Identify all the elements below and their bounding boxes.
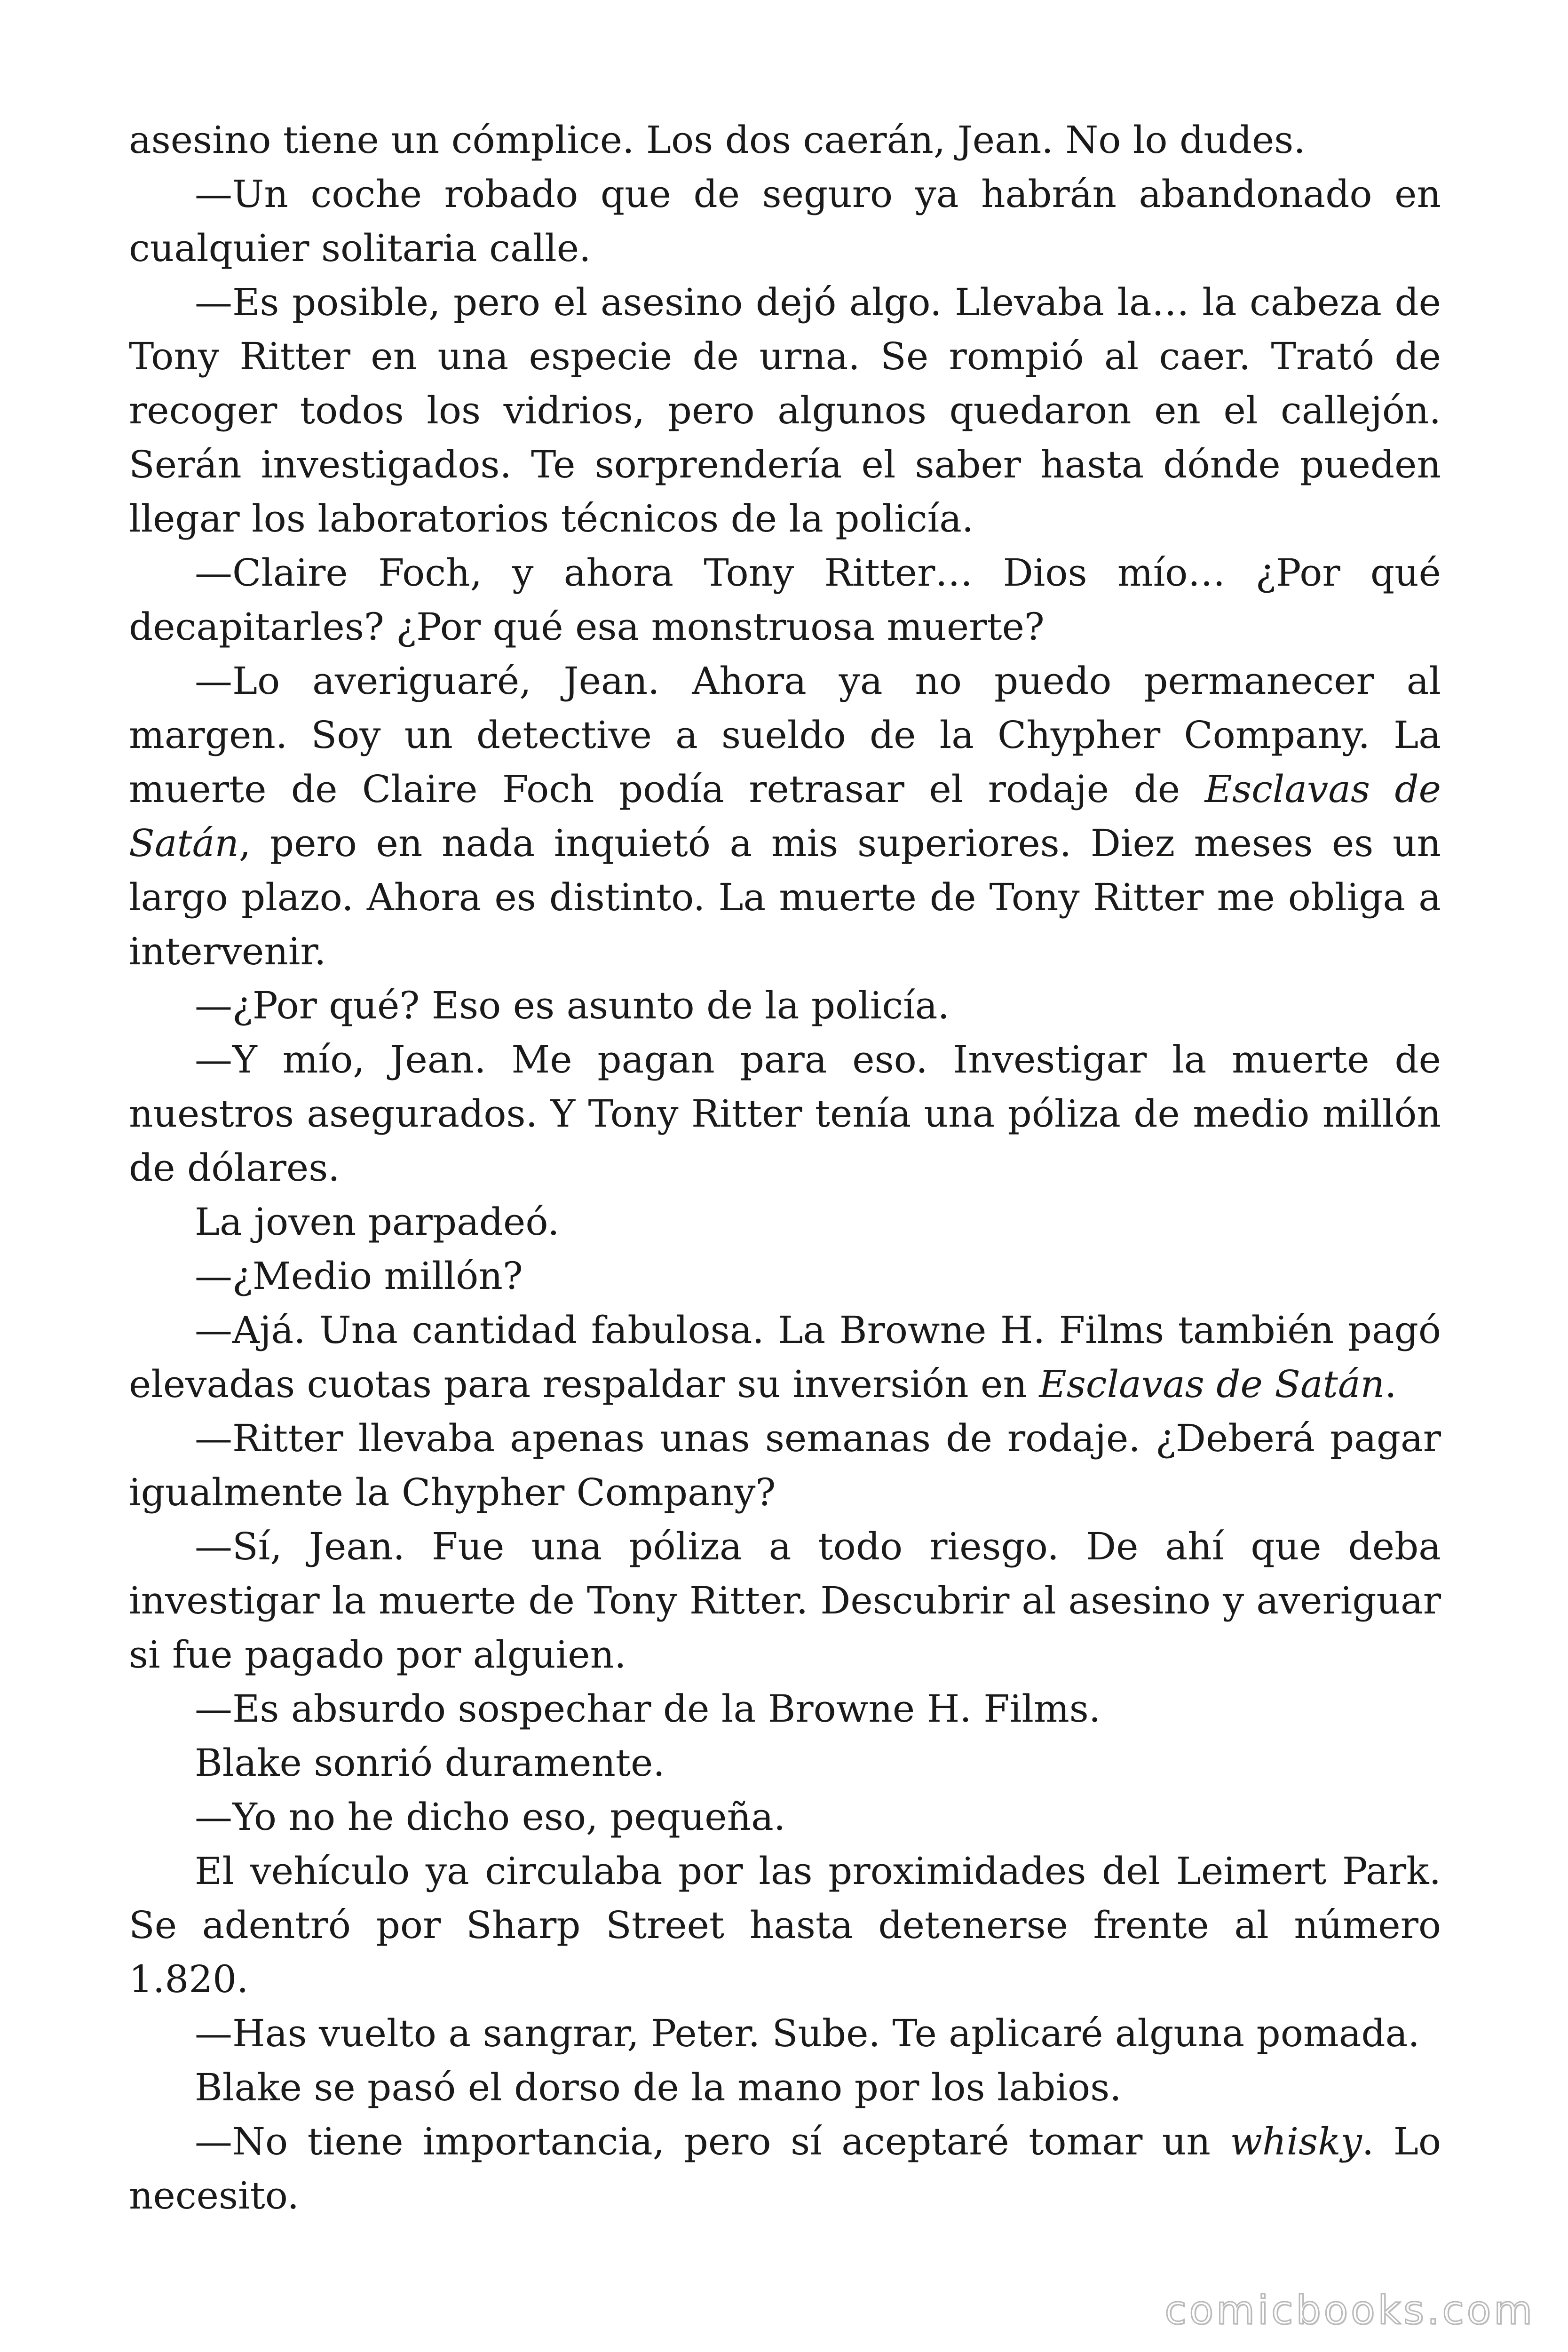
paragraph: Blake se pasó el dorso de la mano por los labios.: [195, 2066, 1122, 2109]
paragraph: —Has vuelto a sangrar, Peter. Sube. Te aplicaré alguna pomada.: [195, 2011, 1420, 2055]
paragraph: La joven parpadeó.: [195, 1200, 560, 1244]
paragraph: —Y mío, Jean. Me pagan para eso. Investigar la muerte de nuestros asegurados. Y Tony Ritter tenía una póliza de medio millón de dólares.: [129, 1038, 1441, 1190]
paragraph: —Un coche robado que de seguro ya habrán abandonado en cualquier solitaria calle.: [129, 172, 1441, 270]
paragraph: asesino tiene un cómplice. Los dos caerán, Jean. No lo dudes.: [129, 118, 1306, 162]
paragraph: —Lo averiguaré, Jean. Ahora ya no puedo permanecer al margen. Soy un detective a sueldo de la Chypher Company. La muerte de Claire Foch podía retrasar el rodaje de Esclavas de Satán, pero en nada inquietó a mis superiores. Diez meses es un largo plazo. Ahora es distinto. La muerte de Tony Ritter me obliga a intervenir.: [129, 659, 1441, 973]
paragraph: Blake sonrió duramente.: [195, 1741, 665, 1785]
paragraph: —Sí, Jean. Fue una póliza a todo riesgo. De ahí que deba investigar la muerte de Tony Ritter. Descubrir al asesino y averiguar si fue pagado por alguien.: [129, 1525, 1441, 1677]
paragraph: —Es absurdo sospechar de la Browne H. Films.: [195, 1687, 1101, 1731]
paragraph: —Es posible, pero el asesino dejó algo. Llevaba la… la cabeza de Tony Ritter en una especie de urna. Se rompió al caer. Trató de recoger todos los vidrios, pero algunos quedaron en el callejón. Serán investigados. Te sorprendería el saber hasta dónde pueden llegar los laboratorios técnicos de la policía.: [129, 280, 1441, 540]
paragraph: —Yo no he dicho eso, pequeña.: [195, 1795, 786, 1839]
paragraph: —Ritter llevaba apenas unas semanas de rodaje. ¿Deberá pagar igualmente la Chypher Company?: [129, 1416, 1441, 1514]
paragraph: El vehículo ya circulaba por las proximidades del Leimert Park. Se adentró por Sharp Street hasta detenerse frente al número 1.820.: [129, 1849, 1441, 2001]
paragraph: —¿Por qué? Eso es asunto de la policía.: [195, 984, 950, 1027]
book-page-body: [129, 113, 1441, 2223]
paragraph: —¿Medio millón?: [195, 1254, 523, 1298]
paragraph: —Claire Foch, y ahora Tony Ritter… Dios mío… ¿Por qué decapitarles? ¿Por qué esa monstruosa muerte?: [129, 551, 1441, 649]
watermark: comicbooks.com: [1164, 2287, 1535, 2333]
paragraph: —No tiene importancia, pero sí aceptaré tomar un whisky. Lo necesito.: [129, 2120, 1441, 2217]
paragraph: —Ajá. Una cantidad fabulosa. La Browne H. Films también pagó elevadas cuotas para respaldar su inversión en Esclavas de Satán.: [129, 1308, 1441, 1406]
